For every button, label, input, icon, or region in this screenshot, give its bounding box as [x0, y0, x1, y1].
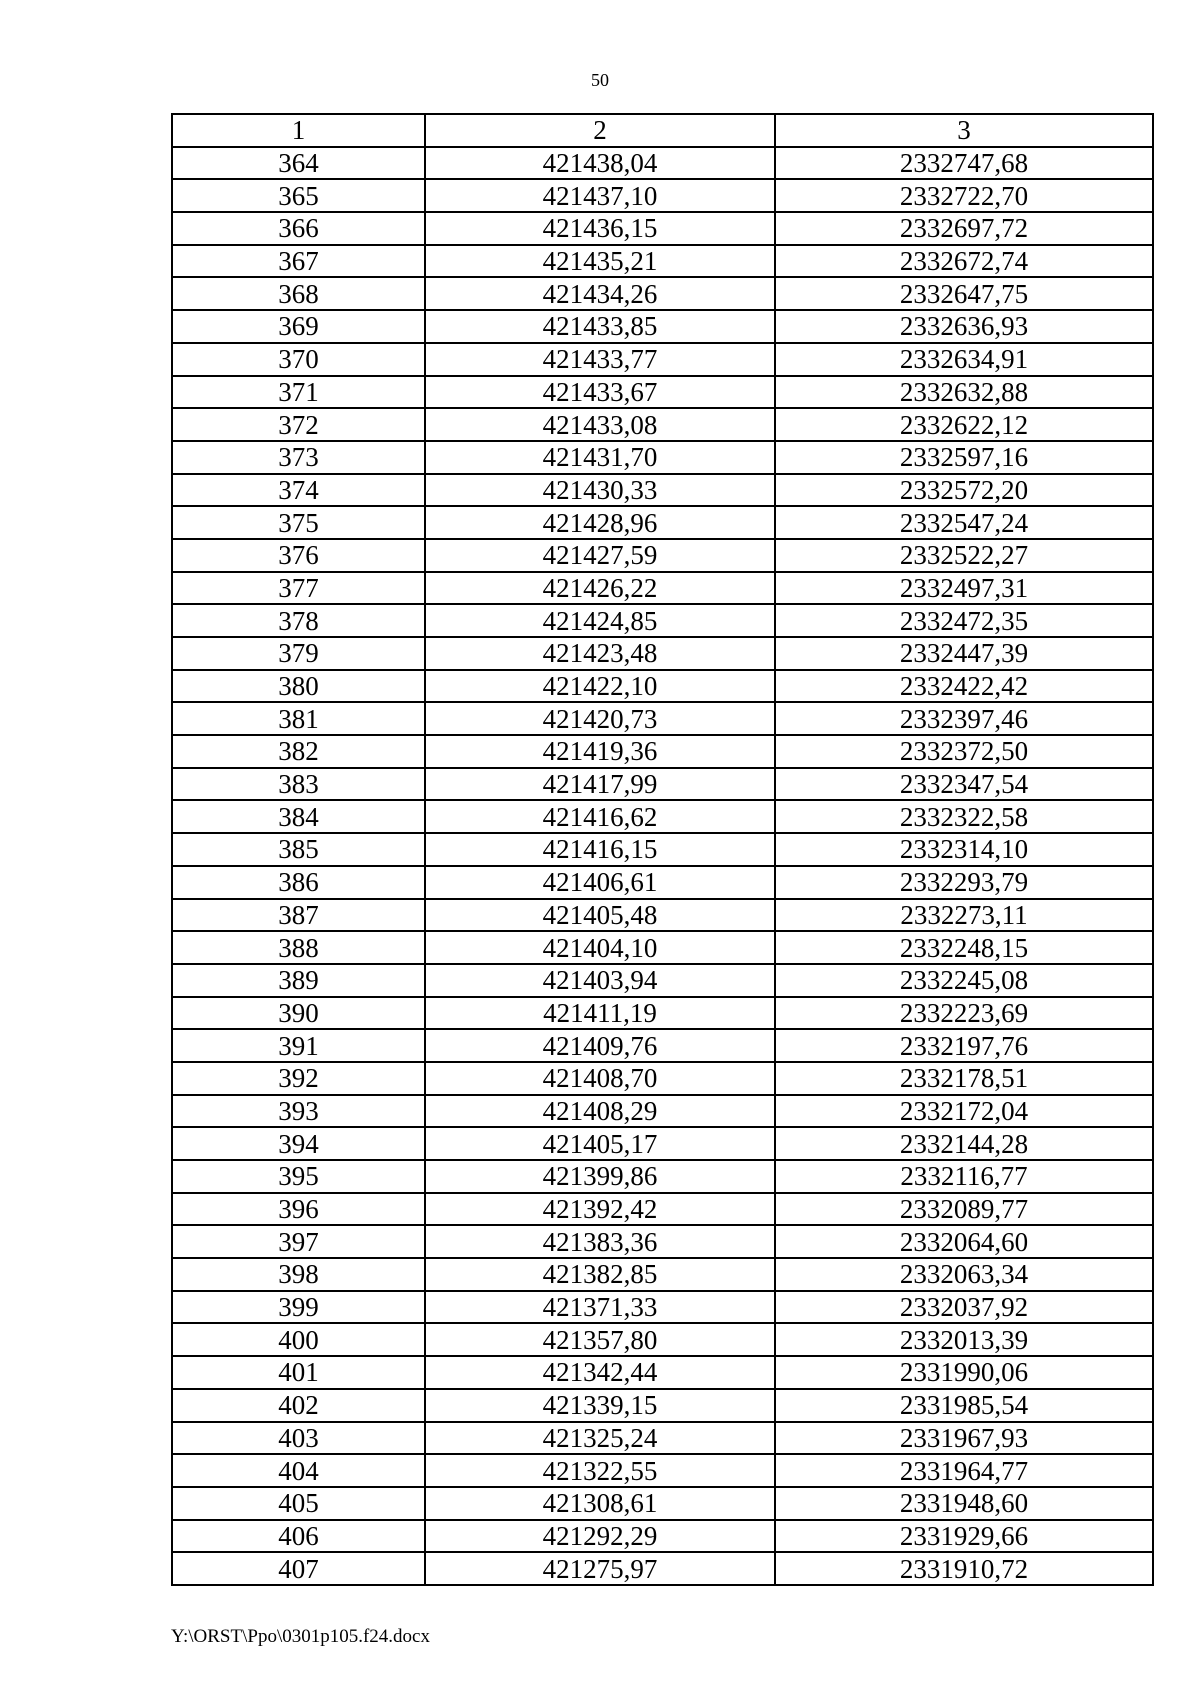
point-number-cell: 394 — [172, 1127, 425, 1160]
point-number-cell: 400 — [172, 1323, 425, 1356]
table-row — [172, 1454, 1153, 1487]
x-coordinate-cell: 421424,85 — [425, 604, 775, 637]
x-coordinate-cell: 421417,99 — [425, 768, 775, 801]
point-number-cell: 379 — [172, 637, 425, 670]
x-coordinate-cell: 421342,44 — [425, 1356, 775, 1389]
point-number-cell: 396 — [172, 1193, 425, 1226]
y-coordinate-cell: 2331929,66 — [775, 1520, 1153, 1553]
point-number-cell: 377 — [172, 572, 425, 605]
y-coordinate-cell: 2332063,34 — [775, 1258, 1153, 1291]
table-row — [172, 1225, 1153, 1258]
table-row — [172, 670, 1153, 703]
table-row — [172, 931, 1153, 964]
y-coordinate-cell: 2332372,50 — [775, 735, 1153, 768]
table-row — [172, 1029, 1153, 1062]
table-row — [172, 899, 1153, 932]
x-coordinate-cell: 421420,73 — [425, 702, 775, 735]
table-row — [172, 702, 1153, 735]
y-coordinate-cell: 2332089,77 — [775, 1193, 1153, 1226]
table-row — [172, 572, 1153, 605]
point-number-cell: 390 — [172, 997, 425, 1030]
point-number-cell: 382 — [172, 735, 425, 768]
x-coordinate-cell: 421409,76 — [425, 1029, 775, 1062]
point-number-cell: 397 — [172, 1225, 425, 1258]
point-number-cell: 375 — [172, 506, 425, 539]
table-row — [172, 1487, 1153, 1520]
table-row — [172, 964, 1153, 997]
x-coordinate-cell: 421437,10 — [425, 179, 775, 212]
table-row — [172, 1062, 1153, 1095]
point-number-cell: 369 — [172, 310, 425, 343]
y-coordinate-cell: 2331948,60 — [775, 1487, 1153, 1520]
point-number-cell: 395 — [172, 1160, 425, 1193]
y-coordinate-cell: 2332597,16 — [775, 441, 1153, 474]
table-row — [172, 212, 1153, 245]
table-header-row — [172, 114, 1153, 147]
header-col-2: 2 — [425, 114, 775, 147]
y-coordinate-cell: 2332632,88 — [775, 376, 1153, 409]
y-coordinate-cell: 2332622,12 — [775, 408, 1153, 441]
y-coordinate-cell: 2332672,74 — [775, 245, 1153, 278]
y-coordinate-cell: 2332447,39 — [775, 637, 1153, 670]
table-row — [172, 1258, 1153, 1291]
y-coordinate-cell: 2332347,54 — [775, 768, 1153, 801]
x-coordinate-cell: 421416,62 — [425, 800, 775, 833]
x-coordinate-cell: 421308,61 — [425, 1487, 775, 1520]
point-number-cell: 393 — [172, 1095, 425, 1128]
point-number-cell: 364 — [172, 147, 425, 180]
point-number-cell: 402 — [172, 1389, 425, 1422]
y-coordinate-cell: 2332634,91 — [775, 343, 1153, 376]
y-coordinate-cell: 2331985,54 — [775, 1389, 1153, 1422]
x-coordinate-cell: 421408,29 — [425, 1095, 775, 1128]
y-coordinate-cell: 2332172,04 — [775, 1095, 1153, 1128]
table-row — [172, 245, 1153, 278]
x-coordinate-cell: 421436,15 — [425, 212, 775, 245]
x-coordinate-cell: 421419,36 — [425, 735, 775, 768]
point-number-cell: 385 — [172, 833, 425, 866]
y-coordinate-cell: 2332273,11 — [775, 899, 1153, 932]
y-coordinate-cell: 2332547,24 — [775, 506, 1153, 539]
point-number-cell: 373 — [172, 441, 425, 474]
table-row — [172, 997, 1153, 1030]
x-coordinate-cell: 421435,21 — [425, 245, 775, 278]
point-number-cell: 399 — [172, 1291, 425, 1324]
y-coordinate-cell: 2331967,93 — [775, 1422, 1153, 1455]
x-coordinate-cell: 421427,59 — [425, 539, 775, 572]
page-number: 50 — [591, 70, 609, 90]
y-coordinate-cell: 2331910,72 — [775, 1552, 1153, 1585]
y-coordinate-cell: 2332397,46 — [775, 702, 1153, 735]
table-row — [172, 637, 1153, 670]
footer-file-path: Y:\ORST\Ppo\0301p105.f24.docx — [171, 1626, 430, 1647]
table-row — [172, 310, 1153, 343]
point-number-cell: 398 — [172, 1258, 425, 1291]
table-row — [172, 539, 1153, 572]
point-number-cell: 378 — [172, 604, 425, 637]
x-coordinate-cell: 421422,10 — [425, 670, 775, 703]
y-coordinate-cell: 2332144,28 — [775, 1127, 1153, 1160]
point-number-cell: 404 — [172, 1454, 425, 1487]
y-coordinate-cell: 2332245,08 — [775, 964, 1153, 997]
y-coordinate-cell: 2331990,06 — [775, 1356, 1153, 1389]
table-row — [172, 1552, 1153, 1585]
x-coordinate-cell: 421433,77 — [425, 343, 775, 376]
x-coordinate-cell: 421438,04 — [425, 147, 775, 180]
y-coordinate-cell: 2332697,72 — [775, 212, 1153, 245]
table-row — [172, 179, 1153, 212]
point-number-cell: 372 — [172, 408, 425, 441]
x-coordinate-cell: 421433,08 — [425, 408, 775, 441]
table-row — [172, 1389, 1153, 1422]
point-number-cell: 367 — [172, 245, 425, 278]
point-number-cell: 401 — [172, 1356, 425, 1389]
point-number-cell: 407 — [172, 1552, 425, 1585]
table-row — [172, 1520, 1153, 1553]
coordinates-table — [171, 113, 1154, 1586]
x-coordinate-cell: 421371,33 — [425, 1291, 775, 1324]
table-row — [172, 604, 1153, 637]
table-row — [172, 277, 1153, 310]
point-number-cell: 405 — [172, 1487, 425, 1520]
y-coordinate-cell: 2332747,68 — [775, 147, 1153, 180]
point-number-cell: 365 — [172, 179, 425, 212]
y-coordinate-cell: 2332223,69 — [775, 997, 1153, 1030]
point-number-cell: 376 — [172, 539, 425, 572]
point-number-cell: 403 — [172, 1422, 425, 1455]
y-coordinate-cell: 2332314,10 — [775, 833, 1153, 866]
y-coordinate-cell: 2332178,51 — [775, 1062, 1153, 1095]
point-number-cell: 366 — [172, 212, 425, 245]
x-coordinate-cell: 421403,94 — [425, 964, 775, 997]
x-coordinate-cell: 421339,15 — [425, 1389, 775, 1422]
y-coordinate-cell: 2331964,77 — [775, 1454, 1153, 1487]
table-row — [172, 1356, 1153, 1389]
x-coordinate-cell: 421426,22 — [425, 572, 775, 605]
point-number-cell: 388 — [172, 931, 425, 964]
y-coordinate-cell: 2332248,15 — [775, 931, 1153, 964]
x-coordinate-cell: 421405,48 — [425, 899, 775, 932]
table-row — [172, 147, 1153, 180]
table-row — [172, 1127, 1153, 1160]
x-coordinate-cell: 421383,36 — [425, 1225, 775, 1258]
x-coordinate-cell: 421431,70 — [425, 441, 775, 474]
table-row — [172, 735, 1153, 768]
x-coordinate-cell: 421434,26 — [425, 277, 775, 310]
x-coordinate-cell: 421428,96 — [425, 506, 775, 539]
x-coordinate-cell: 421322,55 — [425, 1454, 775, 1487]
point-number-cell: 389 — [172, 964, 425, 997]
x-coordinate-cell: 421325,24 — [425, 1422, 775, 1455]
x-coordinate-cell: 421382,85 — [425, 1258, 775, 1291]
point-number-cell: 374 — [172, 474, 425, 507]
y-coordinate-cell: 2332722,70 — [775, 179, 1153, 212]
table-row — [172, 1291, 1153, 1324]
point-number-cell: 370 — [172, 343, 425, 376]
x-coordinate-cell: 421433,85 — [425, 310, 775, 343]
table-row — [172, 833, 1153, 866]
point-number-cell: 368 — [172, 277, 425, 310]
y-coordinate-cell: 2332422,42 — [775, 670, 1153, 703]
y-coordinate-cell: 2332322,58 — [775, 800, 1153, 833]
point-number-cell: 406 — [172, 1520, 425, 1553]
table-row — [172, 1095, 1153, 1128]
table-row — [172, 474, 1153, 507]
header-col-3: 3 — [775, 114, 1153, 147]
y-coordinate-cell: 2332647,75 — [775, 277, 1153, 310]
y-coordinate-cell: 2332522,27 — [775, 539, 1153, 572]
y-coordinate-cell: 2332497,31 — [775, 572, 1153, 605]
point-number-cell: 391 — [172, 1029, 425, 1062]
table-row — [172, 408, 1153, 441]
table-row — [172, 343, 1153, 376]
x-coordinate-cell: 421404,10 — [425, 931, 775, 964]
y-coordinate-cell: 2332472,35 — [775, 604, 1153, 637]
table-row — [172, 1160, 1153, 1193]
y-coordinate-cell: 2332293,79 — [775, 866, 1153, 899]
table-row — [172, 866, 1153, 899]
x-coordinate-cell: 421405,17 — [425, 1127, 775, 1160]
point-number-cell: 384 — [172, 800, 425, 833]
point-number-cell: 381 — [172, 702, 425, 735]
y-coordinate-cell: 2332197,76 — [775, 1029, 1153, 1062]
table-row — [172, 800, 1153, 833]
point-number-cell: 371 — [172, 376, 425, 409]
point-number-cell: 380 — [172, 670, 425, 703]
x-coordinate-cell: 421399,86 — [425, 1160, 775, 1193]
table-row — [172, 506, 1153, 539]
header-col-1: 1 — [172, 114, 425, 147]
table-body — [172, 147, 1153, 1585]
y-coordinate-cell: 2332116,77 — [775, 1160, 1153, 1193]
y-coordinate-cell: 2332037,92 — [775, 1291, 1153, 1324]
table-row — [172, 1193, 1153, 1226]
x-coordinate-cell: 421392,42 — [425, 1193, 775, 1226]
x-coordinate-cell: 421416,15 — [425, 833, 775, 866]
x-coordinate-cell: 421433,67 — [425, 376, 775, 409]
point-number-cell: 392 — [172, 1062, 425, 1095]
table-row — [172, 376, 1153, 409]
x-coordinate-cell: 421357,80 — [425, 1323, 775, 1356]
x-coordinate-cell: 421430,33 — [425, 474, 775, 507]
y-coordinate-cell: 2332064,60 — [775, 1225, 1153, 1258]
x-coordinate-cell: 421292,29 — [425, 1520, 775, 1553]
y-coordinate-cell: 2332013,39 — [775, 1323, 1153, 1356]
point-number-cell: 386 — [172, 866, 425, 899]
x-coordinate-cell: 421275,97 — [425, 1552, 775, 1585]
table-row — [172, 1323, 1153, 1356]
x-coordinate-cell: 421423,48 — [425, 637, 775, 670]
y-coordinate-cell: 2332636,93 — [775, 310, 1153, 343]
y-coordinate-cell: 2332572,20 — [775, 474, 1153, 507]
table-row — [172, 1422, 1153, 1455]
x-coordinate-cell: 421408,70 — [425, 1062, 775, 1095]
point-number-cell: 383 — [172, 768, 425, 801]
point-number-cell: 387 — [172, 899, 425, 932]
x-coordinate-cell: 421411,19 — [425, 997, 775, 1030]
table-row — [172, 768, 1153, 801]
x-coordinate-cell: 421406,61 — [425, 866, 775, 899]
table-row — [172, 441, 1153, 474]
